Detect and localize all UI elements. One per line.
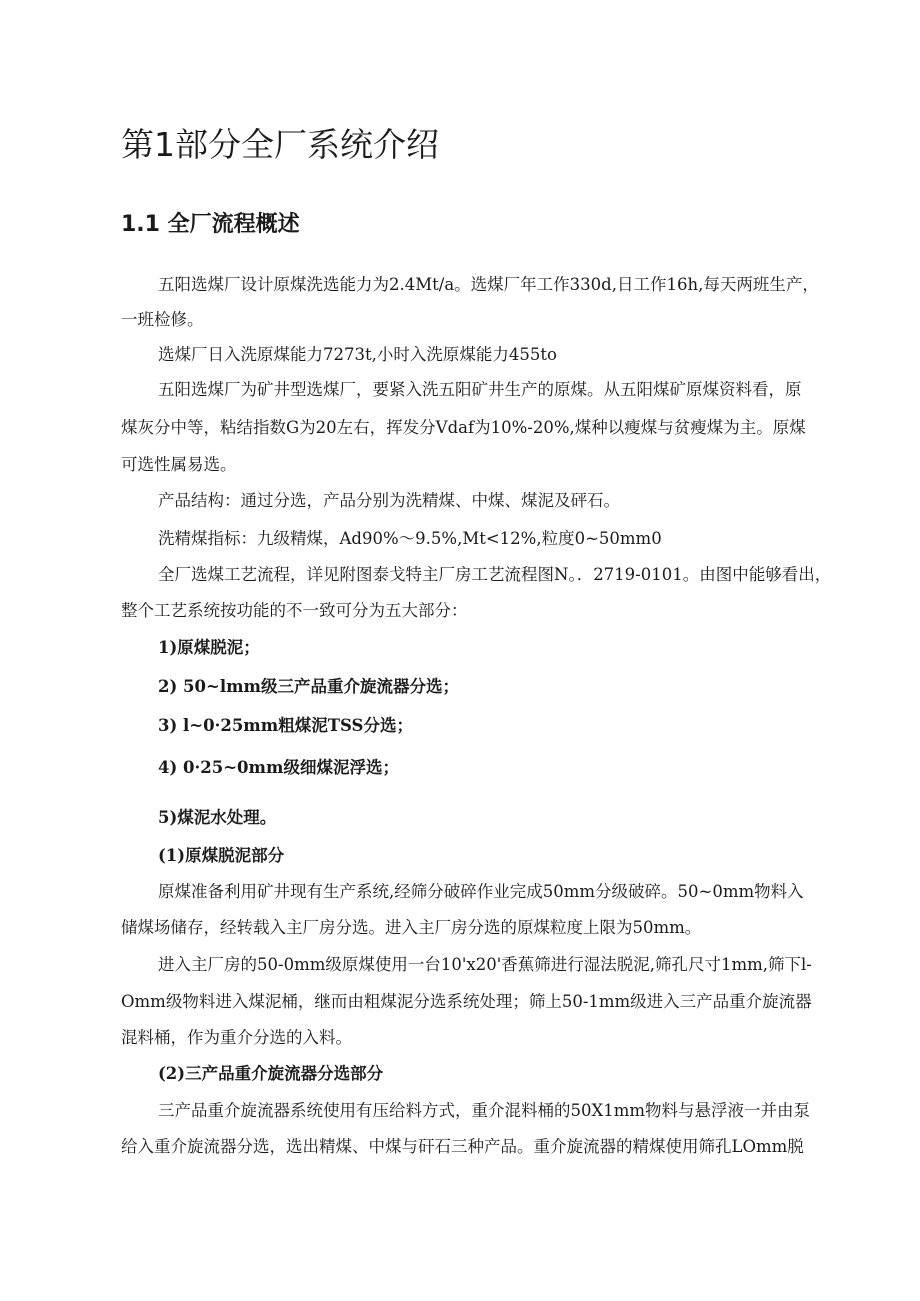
list-item: 3) l~0·25mm粗煤泥TSS分选； xyxy=(158,716,413,735)
paragraph-line: 原煤准备利用矿井现有生产系统,经筛分破碎作业完成50mm分级破碎。50~0mm物料入 xyxy=(158,882,804,901)
paragraph-line: 煤灰分中等，粘结指数G为20左右，挥发分Vdaf为10%-20%,煤种以瘦煤与贫瘦煤为主。原煤 xyxy=(121,418,806,437)
paragraph-line: 全厂选煤工艺流程，详见附图泰戈特主厂房工艺流程图N。．2719-0101。由图中能够看出， xyxy=(158,565,832,584)
paragraph-line: 给入重介旋流器分选，选出精煤、中煤与矸石三种产品。重介旋流器的精煤使用筛孔LOmm脱 xyxy=(121,1137,804,1156)
paragraph-line: 选煤厂日入洗原煤能力7273t,小时入洗原煤能力455to xyxy=(158,345,557,364)
paragraph-line: 一班检修。 xyxy=(121,310,204,329)
paragraph-line: 可选性属易选。 xyxy=(121,455,237,474)
paragraph-line: 洗精煤指标：九级精煤，Ad90%～9.5%,Mt<12%,粒度0~50mm0 xyxy=(158,529,662,548)
list-item: 2) 50~lmm级三产品重介旋流器分选； xyxy=(158,677,460,696)
paragraph-line: 五阳选煤厂为矿井型选煤厂，要紧入洗五阳矿井生产的原煤。从五阳煤矿原煤资料看，原 xyxy=(158,380,802,399)
paragraph-line: 进入主厂房的50-0mm级原煤使用一台10'x20'香蕉筛进行湿法脱泥,筛孔尺寸1mm,筛下l- xyxy=(158,955,812,974)
list-item: 4) 0·25~0mm级细煤泥浮选； xyxy=(158,758,399,777)
subsection-heading: (1)原煤脱泥部分 xyxy=(158,846,285,865)
paragraph-line: 储煤场储存，经转载入主厂房分选。进入主厂房分选的原煤粒度上限为50mm。 xyxy=(121,918,702,937)
list-item: 5)煤泥水处理。 xyxy=(158,808,277,827)
paragraph-line: 整个工艺系统按功能的不一致可分为五大部分： xyxy=(121,601,468,620)
paragraph-line: 三产品重介旋流器系统使用有压给料方式，重介混料桶的50X1mm物料与悬浮液一并由泵 xyxy=(158,1101,811,1120)
paragraph-line: Omm级物料进入煤泥桶，继而由粗煤泥分选系统处理；筛上50-1mm级进入三产品重介旋流器 xyxy=(121,992,812,1011)
section-heading: 1.1 全厂流程概述 xyxy=(121,212,300,237)
list-item: 1)原煤脱泥； xyxy=(158,638,260,657)
paragraph-line: 五阳选煤厂设计原煤洗选能力为2.4Mt/a。选煤厂年工作330d,日工作16h,每天两班生产， xyxy=(158,275,819,294)
paragraph-line: 产品结构：通过分选，产品分别为洗精煤、中煤、煤泥及砰石。 xyxy=(158,491,620,510)
page-title: 第1部分全厂系统介绍 xyxy=(121,125,439,164)
subsection-heading: (2)三产品重介旋流器分选部分 xyxy=(158,1064,384,1083)
paragraph-line: 混料桶，作为重介分选的入料。 xyxy=(121,1028,352,1047)
